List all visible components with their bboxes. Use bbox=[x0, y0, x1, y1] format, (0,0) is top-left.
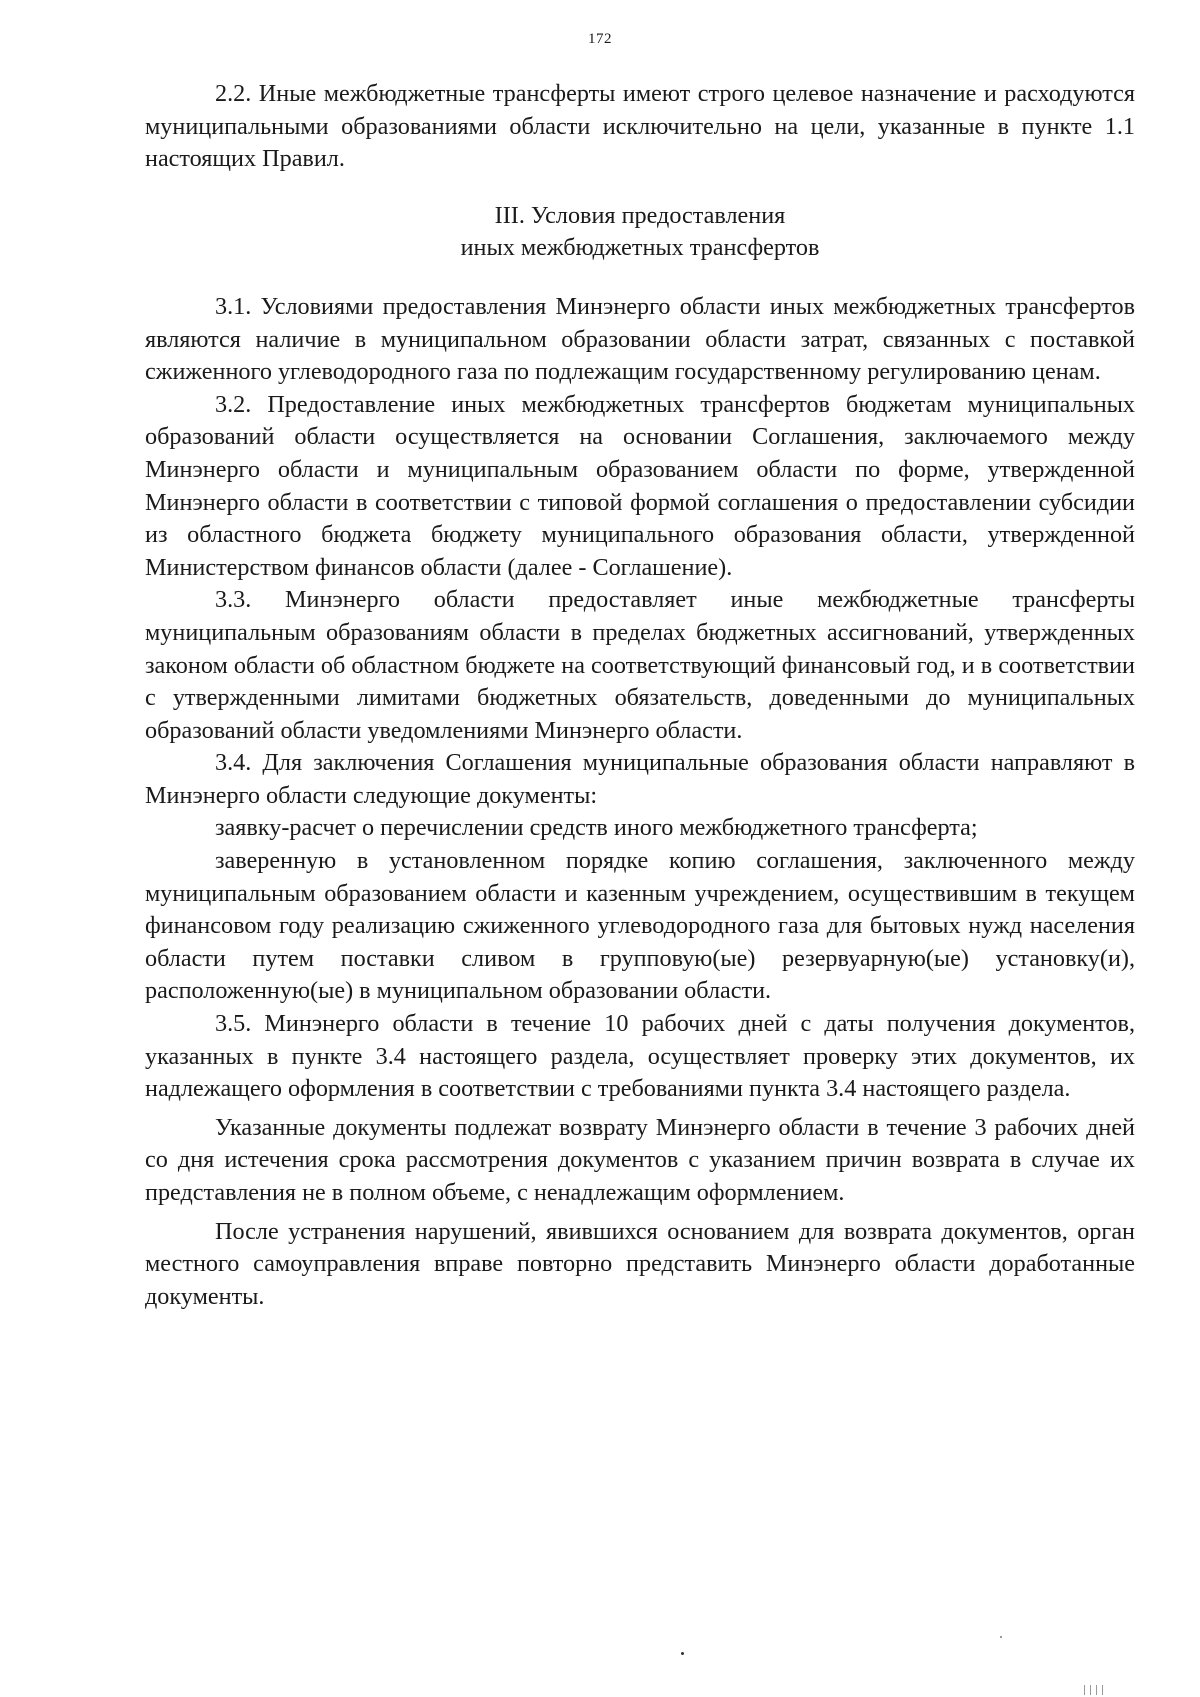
list-item-application: заявку-расчет о перечислении средств иного межбюджетного трансферта; bbox=[215, 814, 978, 842]
paragraph-3-1: 3.1. Условиями предоставления Минэнерго области иных межбюджетных трансфертов являются наличие в муниципальном образовании области затрат, связанных с поставкой сжиженного углеводородного газа по подлежащим государственному регулированию ценам. bbox=[145, 292, 1135, 386]
section-heading-line-1: III. Условия предоставления bbox=[494, 201, 786, 229]
paragraph-2-2: 2.2. Иные межбюджетные трансферты имеют строго целевое назначение и расходуются муниципальными образованиями области исключительно на цели, указанные в пункте 1.1 настоящих Правил. bbox=[145, 80, 1135, 173]
list-item-agreement-copy: заверенную в установленном порядке копию соглашения, заключенного между муниципальным образованием области и казенным учреждением, осуществившим в текущем финансовом году реализацию сжиженного углеводородного газа для бытовых нужд населения области путем поставки сливом в групповую(ые) резервуарную(ые) установку(и), расположенную(ые) в муниципальном образовании области. bbox=[145, 847, 1135, 1005]
page-number: 172 bbox=[588, 31, 612, 47]
paragraph-3-3: 3.3. Минэнерго области предоставляет иные межбюджетные трансферты муниципальным образованиям области в пределах бюджетных ассигнований, утвержденных законом области об областном бюджете на соответствующий финансовый год, и в соответствии с утвержденными лимитами бюджетных обязательств, доведенными до муниципальных образований области уведомлениями Минэнерго области. bbox=[145, 586, 1135, 744]
paragraph-resubmission: После устранения нарушений, явившихся основанием для возврата документов, орган местного самоуправления вправе повторно представить Минэнерго области доработанные документы. bbox=[145, 1217, 1135, 1310]
scan-speck bbox=[681, 1652, 684, 1655]
scan-edge-mark bbox=[1084, 1685, 1114, 1695]
paragraph-3-5: 3.5. Минэнерго области в течение 10 рабочих дней с даты получения документов, указанных в пункте 3.4 настоящего раздела, осуществляет проверку этих документов, их надлежащего оформления в соответствии с требованиями пункта 3.4 настоящего раздела. bbox=[145, 1010, 1135, 1103]
section-heading-line-2: иных межбюджетных трансфертов bbox=[460, 234, 820, 262]
scan-speck-small bbox=[1000, 1636, 1002, 1638]
paragraph-return-documents: Указанные документы подлежат возврату Минэнерго области в течение 3 рабочих дней со дня истечения срока рассмотрения документов с указанием причин возврата в случае их представления не в полном объеме, с ненадлежащим оформлением. bbox=[145, 1113, 1135, 1206]
section-heading bbox=[145, 200, 1135, 265]
paragraph-3-4: 3.4. Для заключения Соглашения муниципальные образования области направляют в Минэнерго области следующие документы: bbox=[145, 749, 1135, 809]
paragraph-3-2: 3.2. Предоставление иных межбюджетных трансфертов бюджетам муниципальных образований области осуществляется на основании Соглашения, заключаемого между Минэнерго области и муниципальным образованием области по форме, утвержденной Минэнерго области в соответствии с типовой формой соглашения о предоставлении субсидии из областного бюджета бюджету муниципального образования области, утвержденной Министерством финансов области (далее - Соглашение). bbox=[145, 390, 1135, 581]
document-body bbox=[145, 78, 1135, 1313]
